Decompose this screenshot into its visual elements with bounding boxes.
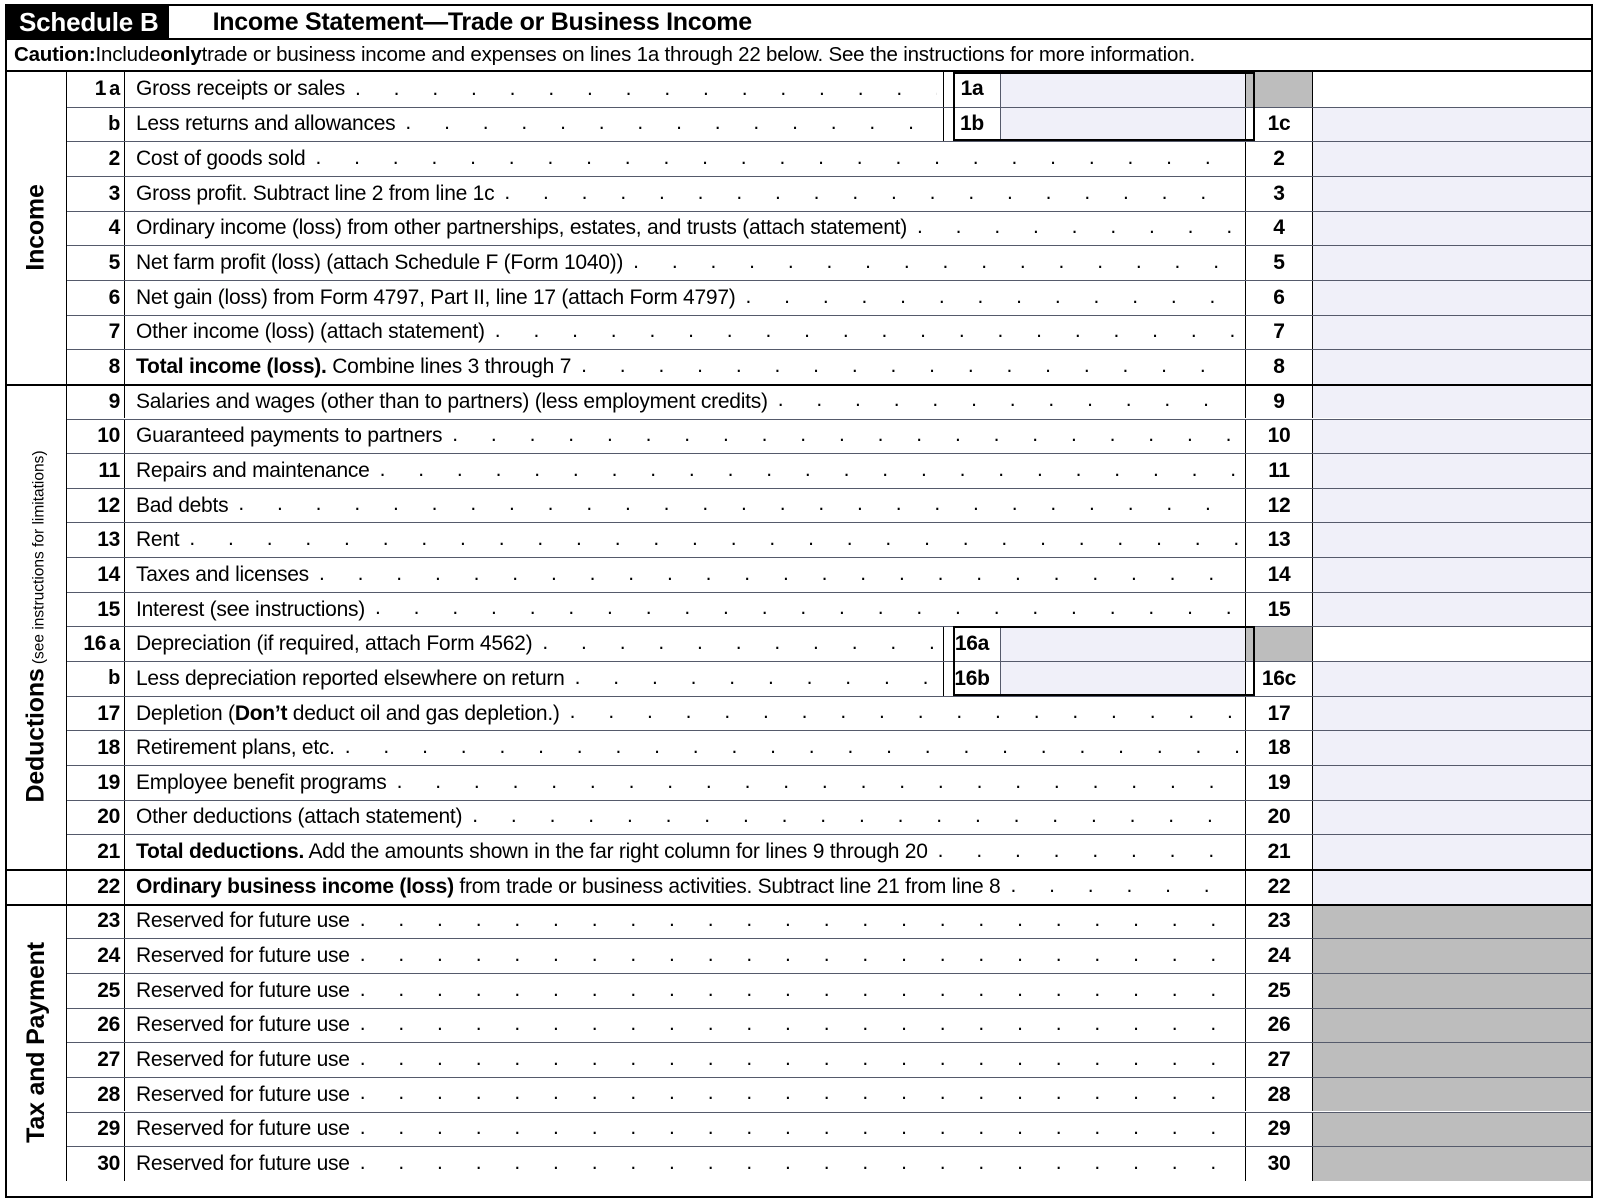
table-row (67, 72, 1591, 107)
line-number: 7 (108, 320, 120, 344)
dot-leader (570, 697, 1239, 731)
sub-amount-field[interactable] (1001, 108, 1245, 142)
amount-field[interactable] (1313, 246, 1591, 280)
dot-leader (360, 974, 1239, 1008)
amount-field[interactable] (1313, 801, 1591, 835)
line-number-cell (67, 316, 125, 350)
table-row (67, 592, 1591, 627)
line-number-cell (67, 1113, 125, 1147)
line-number-cell (67, 350, 125, 384)
amount-field[interactable] (1313, 766, 1591, 800)
line-number-cell (67, 1009, 125, 1043)
sub-amount-field[interactable] (1001, 627, 1245, 661)
line-number: 2 (108, 147, 120, 171)
section-divider (7, 869, 1591, 871)
section-label-deductions (7, 384, 67, 869)
line-description (125, 731, 1245, 765)
line-number-cell (67, 766, 125, 800)
line-number: 10 (97, 424, 120, 448)
line-number: 25 (97, 978, 120, 1002)
line-description-text: Reserved for future use (136, 978, 350, 1002)
dot-leader (360, 905, 1239, 939)
dot-leader (1010, 870, 1239, 904)
line-ref-cell: 29 (1245, 1113, 1313, 1147)
line-number: 20 (97, 805, 120, 829)
line-description-text: Reserved for future use (136, 1013, 350, 1037)
line-number: 12 (97, 493, 120, 517)
table-row (67, 765, 1591, 800)
sub-line-label: 16b (944, 662, 1001, 696)
line-number: 16 (83, 632, 107, 656)
line-number-cell (67, 801, 125, 835)
dot-leader (189, 523, 1239, 557)
line-ref-cell: 15 (1245, 593, 1313, 627)
line-number-cell (67, 246, 125, 280)
line-ref-cell: 11 (1245, 454, 1313, 488)
table-row (67, 973, 1591, 1008)
dot-leader (452, 420, 1239, 454)
line-description-text: Reserved for future use (136, 1117, 350, 1141)
amount-field[interactable] (1313, 108, 1591, 142)
line-description-text: Ordinary business income (loss) from trade or business activities. Subtract line 21 from line 8 (136, 874, 1001, 898)
table-row (67, 1112, 1591, 1147)
line-description (125, 593, 1245, 627)
amount-field[interactable] (1313, 627, 1591, 661)
amount-field[interactable] (1313, 316, 1591, 350)
caution-label: Caution: (14, 43, 96, 66)
table-row (67, 800, 1591, 835)
amount-field[interactable] (1313, 835, 1591, 869)
line-number: 11 (98, 458, 120, 482)
line-ref-cell: 6 (1245, 281, 1313, 315)
dot-leader (345, 731, 1239, 765)
line-number-cell (67, 697, 125, 731)
line-description-text: Interest (see instructions) (136, 597, 366, 621)
line-ref-cell: 1c (1245, 108, 1313, 142)
sub-amount-box (943, 627, 1245, 661)
line-number: 4 (108, 216, 120, 240)
line-number: 30 (97, 1151, 120, 1175)
table-row (67, 107, 1591, 142)
line-ref-cell: 14 (1245, 558, 1313, 592)
line-description (125, 142, 1245, 176)
line-description-text: Ordinary income (loss) from other partnerships, estates, and trusts (attach statement) (136, 216, 907, 240)
caution-line (5, 40, 1593, 72)
line-description-text: Gross receipts or sales (136, 77, 345, 101)
line-number: 26 (97, 1013, 120, 1037)
line-ref-cell: 27 (1245, 1043, 1313, 1077)
line-ref-cell: 13 (1245, 523, 1313, 557)
line-ref-cell: 2 (1245, 142, 1313, 176)
line-description-bold: Total deductions. (136, 840, 305, 864)
dot-leader (360, 1043, 1239, 1077)
dot-leader (633, 246, 1239, 280)
line-number: 8 (108, 355, 120, 378)
table-row (67, 245, 1591, 280)
line-description (125, 835, 1245, 869)
line-sub-letter: b (108, 112, 120, 135)
line-sub-letter: a (109, 632, 120, 655)
line-number: 24 (97, 944, 120, 968)
line-ref-cell: 8 (1245, 350, 1313, 384)
page-title: Income Statement—Trade or Business Income (212, 7, 752, 36)
line-description (125, 1113, 1245, 1147)
dot-leader (397, 766, 1239, 800)
line-description-text: Salaries and wages (other than to partners) (less employment credits) (136, 389, 768, 413)
table-row (67, 869, 1591, 904)
line-description-text: Less depreciation reported elsewhere on return (136, 666, 565, 690)
sub-amount-box (943, 72, 1245, 107)
line-number: 21 (97, 840, 120, 864)
line-description-text: Reserved for future use (136, 1048, 350, 1071)
line-description-text: Other income (loss) (attach statement) (136, 320, 485, 344)
sub-amount-box (943, 108, 1245, 142)
line-ref-cell: 10 (1245, 420, 1313, 454)
line-number-cell (67, 939, 125, 973)
dot-leader (938, 835, 1239, 869)
dot-leader (917, 212, 1239, 246)
sub-line-label: 1a (944, 72, 1001, 107)
line-description-text: Total deductions. Add the amounts shown in the far right column for lines 9 through 20 (136, 840, 928, 864)
line-description-text: Reserved for future use (136, 909, 350, 933)
line-number: 3 (108, 181, 120, 205)
line-ref-cell: 9 (1245, 385, 1313, 419)
line-description (125, 1147, 1245, 1181)
line-number: 14 (97, 562, 120, 586)
line-number: 29 (97, 1117, 120, 1141)
dot-leader (380, 454, 1239, 488)
line-number-cell (67, 731, 125, 765)
line-ref-cell: 16c (1245, 662, 1313, 696)
table-row (67, 349, 1591, 384)
line-number-cell (67, 142, 125, 176)
line-description (125, 523, 1245, 557)
line-ref-cell (1245, 627, 1313, 661)
line-description (125, 177, 1245, 211)
line-number-cell (67, 72, 125, 107)
table-row (67, 211, 1591, 246)
line-description (125, 1043, 1245, 1077)
table-row (67, 557, 1591, 592)
line-description-text: Rent (136, 528, 180, 552)
line-ref-cell: 18 (1245, 731, 1313, 765)
line-description (125, 974, 1245, 1008)
line-number-cell (67, 108, 125, 142)
line-number-cell (67, 662, 125, 696)
table-row (67, 1008, 1591, 1043)
line-description (125, 108, 943, 142)
table-row (67, 904, 1591, 939)
line-ref-cell: 22 (1245, 870, 1313, 904)
line-number-cell (67, 281, 125, 315)
amount-field[interactable] (1313, 558, 1591, 592)
amount-field[interactable] (1313, 420, 1591, 454)
sub-line-label: 16a (944, 627, 1001, 661)
amount-field[interactable] (1313, 72, 1591, 107)
line-number-cell (67, 489, 125, 523)
amount-field[interactable] (1313, 385, 1591, 419)
line-number: 23 (97, 909, 120, 933)
line-number: 9 (108, 389, 120, 413)
line-number-cell (67, 627, 125, 661)
amount-field-disabled (1313, 1043, 1591, 1077)
line-description-text: Net gain (loss) from Form 4797, Part II, line 17 (attach Form 4797) (136, 285, 736, 309)
amount-field[interactable] (1313, 870, 1591, 904)
line-description-text: Reserved for future use (136, 944, 350, 968)
line-number-cell (67, 1078, 125, 1112)
line-description (125, 454, 1245, 488)
table-row (67, 1042, 1591, 1077)
line-number: 27 (97, 1048, 120, 1071)
dot-leader (495, 316, 1239, 350)
line-description (125, 627, 943, 661)
line-description (125, 558, 1245, 592)
line-number-cell (67, 593, 125, 627)
dot-leader (575, 662, 937, 696)
line-ref-cell: 21 (1245, 835, 1313, 869)
dot-leader (360, 939, 1239, 973)
table-row (67, 419, 1591, 454)
amount-field[interactable] (1313, 662, 1591, 696)
section-label-tax-text: Tax and Payment (22, 941, 50, 1143)
line-description-text: Cost of goods sold (136, 147, 306, 171)
table-row (67, 488, 1591, 523)
line-ref-cell: 28 (1245, 1078, 1313, 1112)
line-description-bold: Don’t (234, 701, 288, 725)
caution-pre: Include (95, 43, 161, 66)
dot-leader (360, 1078, 1239, 1112)
dot-leader (504, 177, 1239, 211)
line-sub-letter: a (109, 77, 120, 100)
dot-leader (542, 627, 937, 661)
line-description (125, 697, 1245, 731)
line-ref-cell: 3 (1245, 177, 1313, 211)
table-row (67, 730, 1591, 765)
line-number-cell (67, 558, 125, 592)
dot-leader (360, 1009, 1239, 1043)
amount-field[interactable] (1313, 454, 1591, 488)
line-description (125, 420, 1245, 454)
line-description-text: Reserved for future use (136, 1151, 350, 1175)
amount-field-disabled (1313, 939, 1591, 973)
amount-field[interactable] (1313, 731, 1591, 765)
line-ref-cell: 5 (1245, 246, 1313, 280)
schedule-badge: Schedule B (7, 6, 169, 38)
line-description (125, 212, 1245, 246)
line-ref-cell: 12 (1245, 489, 1313, 523)
sub-line-label: 1b (944, 108, 1001, 142)
line-description-bold: Ordinary business income (loss) (136, 874, 454, 898)
line-number-cell (67, 454, 125, 488)
line-number: 13 (97, 528, 120, 552)
caution-post: trade or business income and expenses on lines 1a through 22 below. See the instructions for more information. (201, 43, 1195, 66)
line-ref-cell: 24 (1245, 939, 1313, 973)
table-row (67, 315, 1591, 350)
sub-amount-box (943, 662, 1245, 696)
line-description-text: Bad debts (136, 493, 229, 517)
dot-leader (375, 593, 1239, 627)
dot-leader (472, 801, 1239, 835)
line-number-cell (67, 177, 125, 211)
section-label-tax-and-payment (7, 904, 67, 1181)
line-description-text: Gross profit. Subtract line 2 from line 1c (136, 181, 495, 205)
line-description-text: Depletion (Don’t deduct oil and gas depletion.) (136, 701, 560, 725)
line-description-bold: Total income (loss). (136, 355, 327, 378)
section-label-income (7, 72, 67, 384)
amount-field[interactable] (1313, 350, 1591, 384)
form-header (5, 4, 1593, 40)
line-ref-cell: 26 (1245, 1009, 1313, 1043)
line-description (125, 316, 1245, 350)
line-description (125, 905, 1245, 939)
section-label-line22-blank (7, 869, 67, 904)
dot-leader (746, 281, 1240, 315)
line-description (125, 246, 1245, 280)
line-description (125, 939, 1245, 973)
line-description-text: Other deductions (attach statement) (136, 805, 463, 829)
amount-field-disabled (1313, 1009, 1591, 1043)
line-description-text: Total income (loss). Combine lines 3 through 7 (136, 355, 572, 378)
line-description-text: Net farm profit (loss) (attach Schedule F (Form 1040)) (136, 251, 624, 275)
form-body (5, 72, 1593, 1198)
line-number-cell (67, 835, 125, 869)
line-description (125, 870, 1245, 904)
line-number: 6 (108, 285, 120, 309)
dot-leader (360, 1113, 1239, 1147)
deductions-sub-text: (see instructions for limitations) (31, 450, 48, 669)
line-number-cell (67, 1043, 125, 1077)
line-number: 5 (108, 251, 120, 275)
table-row (67, 661, 1591, 696)
deductions-main-text: Deductions (22, 668, 50, 803)
dot-leader (360, 1147, 1239, 1181)
line-number-cell (67, 870, 125, 904)
table-row (67, 384, 1591, 419)
line-description (125, 1009, 1245, 1043)
line-number-cell (67, 1147, 125, 1181)
sub-amount-field[interactable] (1001, 662, 1245, 696)
line-number: 17 (97, 701, 120, 725)
section-divider (7, 384, 1591, 386)
dot-leader (238, 489, 1239, 523)
line-description (125, 801, 1245, 835)
section-divider (7, 904, 1591, 906)
table-row (67, 453, 1591, 488)
line-number-cell (67, 905, 125, 939)
amount-field[interactable] (1313, 523, 1591, 557)
amount-field[interactable] (1313, 281, 1591, 315)
line-description-text: Retirement plans, etc. (136, 736, 335, 760)
amount-field-disabled (1313, 1113, 1591, 1147)
line-description-text: Employee benefit programs (136, 770, 387, 794)
table-row (67, 834, 1591, 869)
dot-leader (581, 350, 1239, 384)
amount-field-disabled (1313, 974, 1591, 1008)
amount-field-disabled (1313, 1147, 1591, 1181)
line-description-text: Guaranteed payments to partners (136, 424, 443, 448)
line-description-text: Reserved for future use (136, 1082, 350, 1106)
line-description (125, 489, 1245, 523)
table-row (67, 1077, 1591, 1112)
table-row (67, 522, 1591, 557)
line-ref-cell: 23 (1245, 905, 1313, 939)
table-row (67, 141, 1591, 176)
amount-field[interactable] (1313, 593, 1591, 627)
amount-field[interactable] (1313, 177, 1591, 211)
line-ref-cell: 30 (1245, 1147, 1313, 1181)
line-ref-cell: 19 (1245, 766, 1313, 800)
line-description (125, 662, 943, 696)
line-description (125, 385, 1245, 419)
line-description-text: Repairs and maintenance (136, 458, 370, 482)
line-number: 18 (97, 736, 120, 760)
line-number-cell (67, 212, 125, 246)
line-number: 19 (97, 770, 120, 794)
line-number-cell (67, 420, 125, 454)
amount-field-disabled (1313, 1078, 1591, 1112)
line-number: 1 (94, 77, 107, 101)
amount-field[interactable] (1313, 142, 1591, 176)
line-ref-cell: 20 (1245, 801, 1313, 835)
table-row (67, 176, 1591, 211)
amount-field[interactable] (1313, 212, 1591, 246)
table-row (67, 696, 1591, 731)
line-description-text: Taxes and licenses (136, 562, 309, 586)
table-row (67, 280, 1591, 315)
section-label-deductions-text (22, 450, 51, 802)
line-description (125, 350, 1245, 384)
line-number-cell (67, 523, 125, 557)
line-description (125, 1078, 1245, 1112)
line-description-text: Depreciation (if required, attach Form 4562) (136, 632, 533, 656)
table-row (67, 1146, 1591, 1181)
line-number: 22 (97, 874, 120, 898)
line-ref-cell (1245, 72, 1313, 107)
line-sub-letter: b (108, 667, 120, 690)
dot-leader (405, 108, 937, 142)
dot-leader (778, 385, 1239, 419)
line-description (125, 766, 1245, 800)
dot-leader (319, 558, 1239, 592)
line-number: 28 (97, 1082, 120, 1106)
line-description (125, 281, 1245, 315)
line-ref-cell: 4 (1245, 212, 1313, 246)
line-ref-cell: 25 (1245, 974, 1313, 1008)
caution-emphasis: only (160, 43, 202, 66)
amount-field[interactable] (1313, 697, 1591, 731)
amount-field-disabled (1313, 905, 1591, 939)
line-number-cell (67, 974, 125, 1008)
dot-leader (315, 142, 1239, 176)
section-label-income-text: Income (22, 184, 51, 272)
line-ref-cell: 7 (1245, 316, 1313, 350)
line-number-cell (67, 385, 125, 419)
dot-leader (355, 72, 937, 107)
line-ref-cell: 17 (1245, 697, 1313, 731)
sub-amount-field[interactable] (1001, 72, 1245, 107)
line-number: 15 (97, 597, 120, 621)
table-row (67, 938, 1591, 973)
table-row (67, 626, 1591, 661)
line-description (125, 72, 943, 107)
amount-field[interactable] (1313, 489, 1591, 523)
line-description-text: Less returns and allowances (136, 112, 396, 136)
